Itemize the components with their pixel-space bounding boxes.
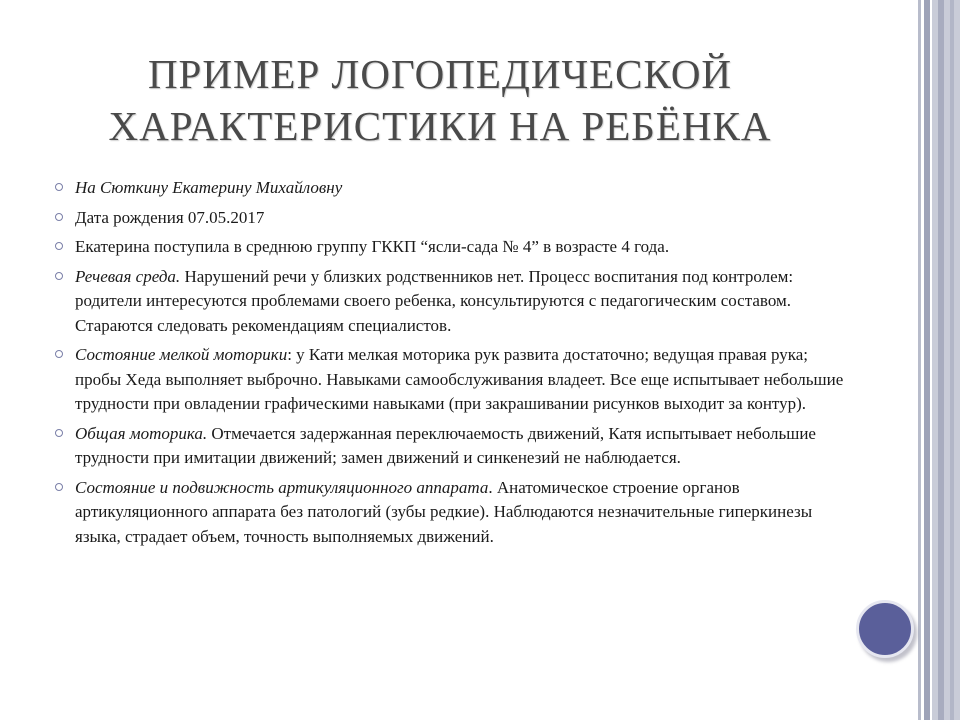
item-heading: Состояние мелкой моторики [75,345,288,364]
bullet-icon [55,429,63,437]
list-item [55,206,855,231]
item-heading: Речевая среда. [75,266,181,286]
bullet-icon [55,242,63,250]
side-bar-decoration [918,0,921,720]
side-bar-decoration [938,0,944,720]
bullet-icon [55,272,63,280]
list-item [55,265,855,339]
item-heading: Состояние и подвижность артикуляционного аппарата [75,477,489,497]
bullet-icon [55,350,63,358]
item-heading: На Сюткину Екатерину Михайловну [75,178,343,197]
item-text: Екатерина поступила в среднюю группу ГККП “ясли-сада № 4” в возрасте 4 года. [75,237,670,256]
side-bar-decoration [924,0,930,720]
bullet-list [55,176,855,554]
side-bar-decoration [932,0,960,720]
list-item [55,176,855,201]
item-text: Нарушений речи у близких родственников нет. Процесс воспитания под контролем: родители интересуются проблемами своего ребенка, консультируются с педагогическим составом. Стараются следовать рекомендациям специалистов. [75,266,794,335]
list-item [55,476,855,550]
side-bar-decoration [950,0,954,720]
item-heading: Общая моторика. [75,423,208,443]
item-text: Отмечается задержанная переключаемость движений, Катя испытывает небольшие трудности при имитации движений; замен движений и синкенезий не наблюдается. [75,423,816,467]
item-text: : у Кати мелкая моторика рук развита достаточно; ведущая правая рука; пробы Хеда выполняет выброчно. Навыками самообслуживания владеет. Все еще испытывает небольшие трудности при овладении графическими навыками (при закрашивании рисунков выходит за контур). [75,345,844,413]
bullet-icon [55,483,63,491]
slide-title [60,48,820,152]
item-text: . Анатомическое строение органов артикуляционного аппарата без патологий (зубы редкие). Наблюдаются незначительные гиперкинезы языка, страдает объем, точность выполняемых движений. [75,477,813,546]
list-item [55,235,855,260]
slide-title-line-1: ПРИМЕР ЛОГОПЕДИЧЕСКОЙ [147,51,733,97]
list-item [55,343,855,417]
item-text: Дата рождения 07.05.2017 [75,207,265,227]
list-item [55,422,855,471]
bullet-icon [55,183,63,191]
slide-title-line-2: ХАРАКТЕРИСТИКИ НА РЕБЁНКА [108,103,772,149]
bullet-icon [55,213,63,221]
circle-decoration [856,600,914,658]
